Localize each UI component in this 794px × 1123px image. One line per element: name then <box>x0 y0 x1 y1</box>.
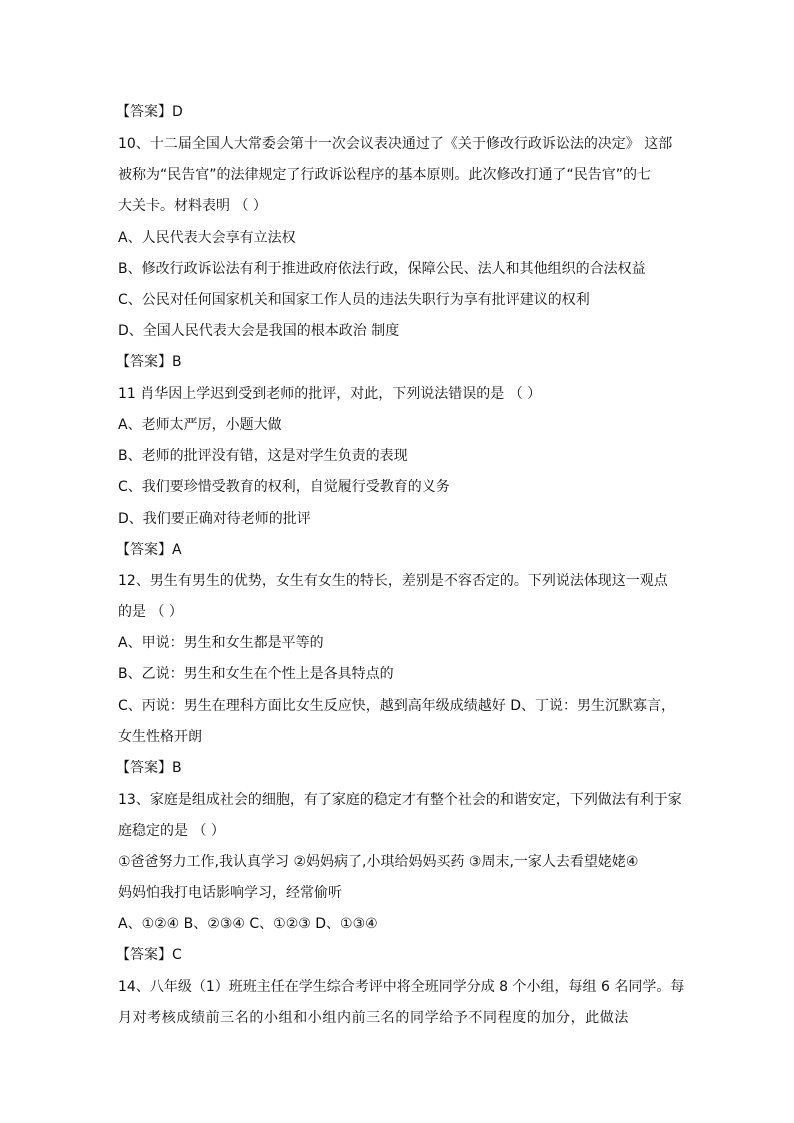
option-d: D、全国人民代表大会是我国的根本政治 制度 <box>118 323 400 339</box>
question-12-text: 的是 （ ） <box>118 604 183 620</box>
question-13-statements: ①爸爸努力工作,我认真学习 ②妈妈病了,小琪给妈妈买药 ③周末,一家人去看望姥姥④ <box>118 854 639 870</box>
question-10-text: 10、十二届全国人大常委会第十一次会议表决通过了《关于修改行政诉讼法的决定》 这部 <box>118 136 673 152</box>
option-d-continued: 女生性格开朗 <box>118 729 202 745</box>
answer-line: 【答案】D <box>116 104 183 120</box>
answer-line: 【答案】B <box>116 354 182 370</box>
option-d: D、我们要正确对待老师的批评 <box>118 511 311 527</box>
question-12-text: 12、男生有男生的优势，女生有女生的特长，差别是不容否定的。下列说法体现这一观点 <box>118 573 668 589</box>
answer-line: 【答案】A <box>116 542 182 558</box>
question-13-options: A、①②④ B、②③④ C、①②③ D、①③④ <box>118 916 378 932</box>
option-c: C、公民对任何国家机关和国家工作人员的违法失职行为享有批评建议的权利 <box>118 292 590 308</box>
question-11-text: 11 肖华因上学迟到受到老师的批评，对此，下列说法错误的是 （ ） <box>118 386 542 402</box>
question-14-text: 月对考核成绩前三名的小组和小组内前三名的同学给予不同程度的加分，此做法 <box>118 1010 629 1026</box>
question-13-statements: 妈妈怕我打电话影响学习，经常偷听 <box>118 885 342 901</box>
option-b: B、乙说：男生和女生在个性上是各具特点的 <box>118 666 394 682</box>
option-c: C、我们要珍惜受教育的权利，自觉履行受教育的义务 <box>118 479 450 495</box>
answer-line: 【答案】C <box>116 947 182 963</box>
option-c-d: C、丙说：男生在理科方面比女生反应快，越到高年级成绩越好 D、丁说：男生沉默寡言， <box>118 698 676 714</box>
option-a: A、甲说：男生和女生都是平等的 <box>118 635 324 651</box>
option-b: B、老师的批评没有错，这是对学生负责的表现 <box>118 448 408 464</box>
question-13-text: 13、家庭是组成社会的细胞，有了家庭的稳定才有整个社会的和谐安定，下列做法有利于家 <box>118 792 682 808</box>
answer-line: 【答案】B <box>116 760 182 776</box>
question-14-text: 14、八年级（1）班班主任在学生综合考评中将全班同学分成 8 个小组，每组 6 名同学。每 <box>118 979 685 995</box>
question-10-text: 被称为“民告官”的法律规定了行政诉讼程序的基本原则。此次修改打通了“民告官”的七 <box>118 167 652 183</box>
option-a: A、老师太严厉，小题大做 <box>118 417 282 433</box>
question-10-text: 大关卡。材料表明 （ ） <box>118 198 267 214</box>
option-b: B、修改行政诉讼法有利于推进政府依法行政，保障公民、法人和其他组织的合法权益 <box>118 261 646 277</box>
question-13-text: 庭稳定的是 （ ） <box>118 823 225 839</box>
option-a: A、人民代表大会享有立法权 <box>118 230 296 246</box>
